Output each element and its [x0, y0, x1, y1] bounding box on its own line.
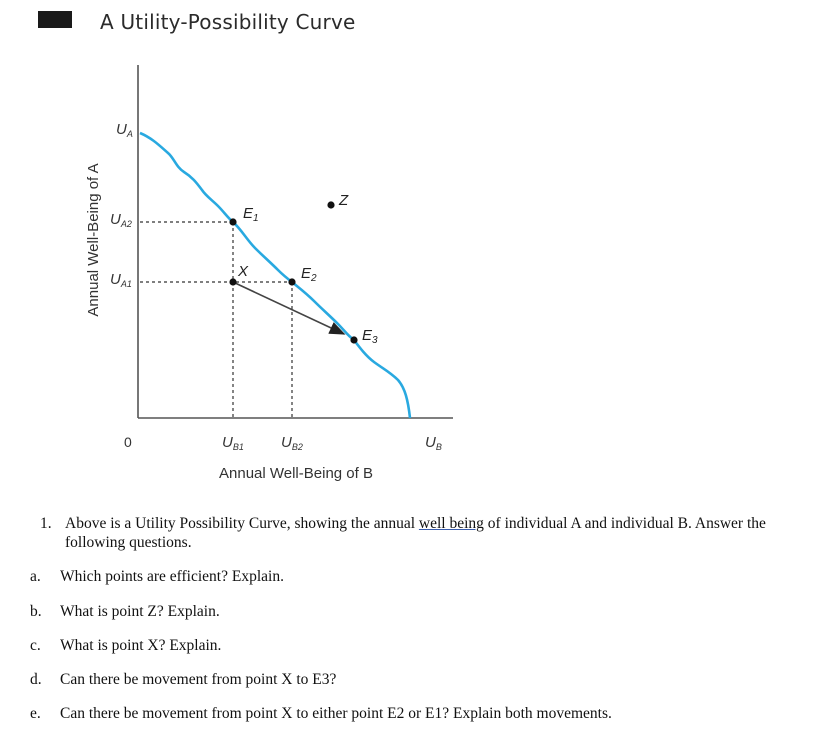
sub-question-b	[30, 603, 220, 621]
xtick-ub1: $U_{B1}$	[222, 434, 244, 452]
ytick-ua1: $U_{A1}$	[110, 271, 132, 289]
sub-text: Can there be movement from point X to either point E2 or E1? Explain both movements.	[60, 705, 612, 722]
point-e3	[350, 336, 357, 343]
utility-possibility-curve	[140, 133, 410, 418]
y-axis-title: Annual Well-Being of A	[85, 163, 102, 317]
label-x: X	[238, 263, 249, 280]
point-x	[229, 278, 236, 285]
label-z: Z	[339, 192, 349, 209]
sub-letter: c.	[30, 637, 41, 654]
point-e2	[288, 278, 295, 285]
sub-question-e	[30, 705, 612, 723]
ytick-ua2: $U_{A2}$	[110, 211, 132, 229]
xtick-ub2: $U_{B2}$	[281, 434, 303, 452]
sub-question-d	[30, 671, 336, 689]
question-text-part: Above is a Utility Possibility Curve, showing the annual	[65, 515, 419, 532]
ytick-ua: $U_A$	[116, 121, 133, 139]
label-e3: $E_3$	[362, 327, 378, 346]
sub-letter: d.	[30, 671, 42, 688]
well-being-underlined: well being	[418, 515, 484, 532]
sub-letter: a.	[30, 568, 41, 585]
question-text-part: of individual A and individual B. Answer the following questions.	[65, 515, 766, 551]
sub-text: Can there be movement from point X to E3?	[60, 671, 337, 688]
sub-question-c	[30, 637, 221, 655]
question-number: 1.	[40, 515, 52, 532]
sub-text: What is point X? Explain.	[60, 637, 222, 654]
xtick-ub: $U_B$	[425, 434, 442, 452]
x-axis-title: Annual Well-Being of B	[219, 465, 373, 482]
question-text	[65, 514, 815, 552]
label-e1: $E_1$	[243, 205, 259, 224]
sub-text: Which points are efficient? Explain.	[60, 568, 284, 585]
sub-letter: e.	[30, 705, 41, 722]
origin-label: 0	[124, 434, 132, 450]
sub-question-a	[30, 568, 284, 586]
point-z	[327, 201, 334, 208]
label-e2: $E_2$	[301, 265, 317, 284]
figure-title: A Utility-Possibility Curve	[100, 10, 356, 34]
sub-letter: b.	[30, 603, 42, 620]
movement-arrow	[233, 282, 344, 334]
sub-text: What is point Z? Explain.	[60, 603, 220, 620]
point-e1	[229, 218, 236, 225]
